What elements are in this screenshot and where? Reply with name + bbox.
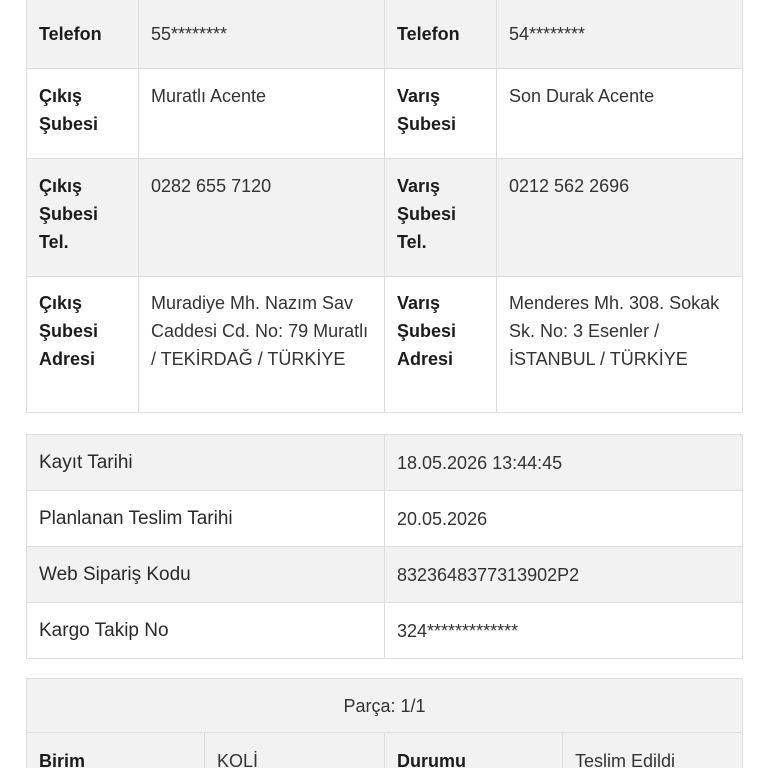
parts-header-row xyxy=(27,679,743,733)
parts-row xyxy=(27,733,743,768)
status-label: Durumu xyxy=(385,733,563,768)
arrival-branch-label: Varış Şubesi xyxy=(385,69,497,159)
sender-phone-value: 55******** xyxy=(139,0,385,69)
shipment-dates-table xyxy=(26,434,743,659)
arrival-branch-address-value: Menderes Mh. 308. Sokak Sk. No: 3 Esenler / İSTANBUL / TÜRKİYE xyxy=(497,277,743,413)
departure-branch-phone-label: Çıkış Şubesi Tel. xyxy=(27,159,139,277)
record-date-label: Kayıt Tarihi xyxy=(27,435,385,491)
status-value: Teslim Edildi xyxy=(563,733,743,768)
dates-row xyxy=(27,603,743,659)
tracking-number-label: Kargo Takip No xyxy=(27,603,385,659)
tracking-number-value: 324************* xyxy=(385,603,743,659)
web-order-code-label: Web Sipariş Kodu xyxy=(27,547,385,603)
record-date-value: 18.05.2026 13:44:45 xyxy=(385,435,743,491)
sender-phone-label: Telefon xyxy=(27,0,139,69)
planned-delivery-date-label: Planlanan Teslim Tarihi xyxy=(27,491,385,547)
dates-row xyxy=(27,547,743,603)
dates-row xyxy=(27,491,743,547)
dates-row xyxy=(27,435,743,491)
web-order-code-value: 8323648377313902P2 xyxy=(385,547,743,603)
departure-branch-phone-value: 0282 655 7120 xyxy=(139,159,385,277)
unit-label: Birim xyxy=(27,733,205,768)
arrival-branch-phone-value: 0212 562 2696 xyxy=(497,159,743,277)
receiver-phone-value: 54******** xyxy=(497,0,743,69)
planned-delivery-date-value: 20.05.2026 xyxy=(385,491,743,547)
unit-value: KOLİ xyxy=(205,733,385,768)
departure-branch-label: Çıkış Şubesi xyxy=(27,69,139,159)
branch-info-table xyxy=(26,0,743,413)
branch-phone-row xyxy=(27,159,743,277)
parts-count-header: Parça: 1/1 xyxy=(27,679,743,733)
departure-branch-value: Muratlı Acente xyxy=(139,69,385,159)
departure-branch-address-label: Çıkış Şubesi Adresi xyxy=(27,277,139,413)
arrival-branch-value: Son Durak Acente xyxy=(497,69,743,159)
arrival-branch-address-label: Varış Şubesi Adresi xyxy=(385,277,497,413)
parts-table xyxy=(26,678,743,768)
receiver-phone-label: Telefon xyxy=(385,0,497,69)
arrival-branch-phone-label: Varış Şubesi Tel. xyxy=(385,159,497,277)
branch-address-row xyxy=(27,277,743,413)
phone-row xyxy=(27,0,743,69)
departure-branch-address-value: Muradiye Mh. Nazım Sav Caddesi Cd. No: 79 Muratlı / TEKİRDAĞ / TÜRKİYE xyxy=(139,277,385,413)
branch-row xyxy=(27,69,743,159)
